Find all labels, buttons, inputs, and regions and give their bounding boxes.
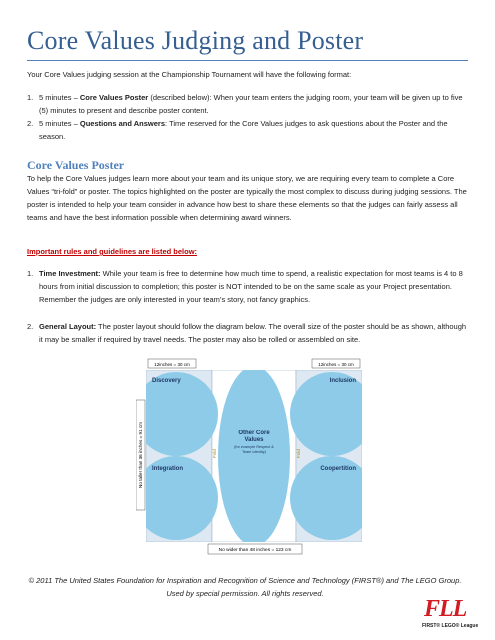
center-subtitle: (for example Respect & Team Identity) [234, 445, 274, 454]
copyright-footer: © 2011 The United States Foundation for Inspiration and Recognition of Science and Technology (FIRST®) and The LEGO Group. Used by special permission. All rights reserved. [28, 576, 462, 598]
rule-item-2 [27, 320, 468, 346]
format-item-text: : Time reserved for the Core Values judges to ask questions about the Poster and the season. [39, 119, 448, 141]
list-number: 2. [27, 119, 34, 128]
rule-item-text: The poster layout should follow the diagram below. The overall size of the poster should be as shown, although it may be smaller if required by travel needs. The poster may also be rolled or assembled on site. [39, 322, 467, 344]
fold-left-label: Fold [212, 449, 217, 458]
coopertition-label: Coopertition [320, 466, 356, 472]
rule-item-1 [27, 267, 468, 306]
discovery-circle [136, 372, 218, 456]
list-number: 1. [27, 269, 34, 278]
format-item-prefix: 5 minutes – [39, 119, 80, 128]
fll-logo-mark: FLL [424, 596, 467, 622]
width-label: No wider than 48 inches = 123 cm [218, 548, 292, 553]
page-title: Core Values Judging and Poster [27, 26, 364, 55]
format-item-text: (described below): When your team enters the judging room, your team will be given up to five (5) minutes to present and describe poster content. [39, 93, 463, 115]
rules-heading: Important rules and guidelines are listed below: [27, 247, 198, 256]
left-width-label: 12inches = 30 cm [154, 361, 190, 367]
fll-logo [422, 596, 478, 636]
rule-item-text: While your team is free to determine how much time to spend, a realistic expectation for most teams is 4 to 8 hours from initial discussion to completion; this poster is NOT intended to be on the same scale as your Project presentation. Remember the judges are only interested in your team’s story, not fancy graphics. [39, 269, 463, 304]
format-item-bold: Core Values Poster [79, 93, 149, 102]
list-number: 1. [27, 93, 34, 102]
integration-label: Integration [152, 466, 183, 472]
center-label-box [232, 430, 276, 480]
intro-paragraph: Your Core Values judging session at the Championship Tournament will have the following format: [27, 70, 352, 79]
format-list [27, 91, 468, 143]
format-item-1 [27, 91, 468, 117]
fll-logo-subtitle: FIRST® LEGO® League [422, 623, 479, 629]
rule-item-bold: Time Investment: [39, 269, 101, 278]
height-label: No taller than 36 inches = 91 cm [138, 421, 144, 489]
format-item-prefix: 5 minutes – [39, 93, 80, 102]
poster-layout-diagram [136, 358, 362, 556]
list-number: 2. [27, 322, 34, 331]
format-item-2 [27, 117, 468, 143]
rule-item-bold: General Layout: [39, 322, 97, 331]
section-heading: Core Values Poster [27, 158, 125, 172]
rules-list-1 [27, 267, 468, 306]
rules-list-2 [27, 320, 468, 346]
inclusion-label: Inclusion [329, 378, 356, 384]
section-paragraph: To help the Core Values judges learn more about your team and its unique story, we are requiring every team to complete a Core Values “tri-fold” or poster. The topics highlighted on the poster are typically the most complex to discuss during judging sessions. The poster is intended to help your team consider in advance how best to share these elements so that the judges can fairly assess all teams and have the best information possible when determining award winners. [27, 174, 467, 222]
format-item-bold: Questions and Answers [79, 119, 166, 128]
center-title: Other Core Values [238, 430, 270, 443]
title-underline [27, 60, 468, 61]
discovery-label: Discovery [152, 378, 181, 384]
right-width-label: 12inches = 30 cm [318, 361, 354, 367]
fold-right-label: Fold [296, 449, 301, 458]
